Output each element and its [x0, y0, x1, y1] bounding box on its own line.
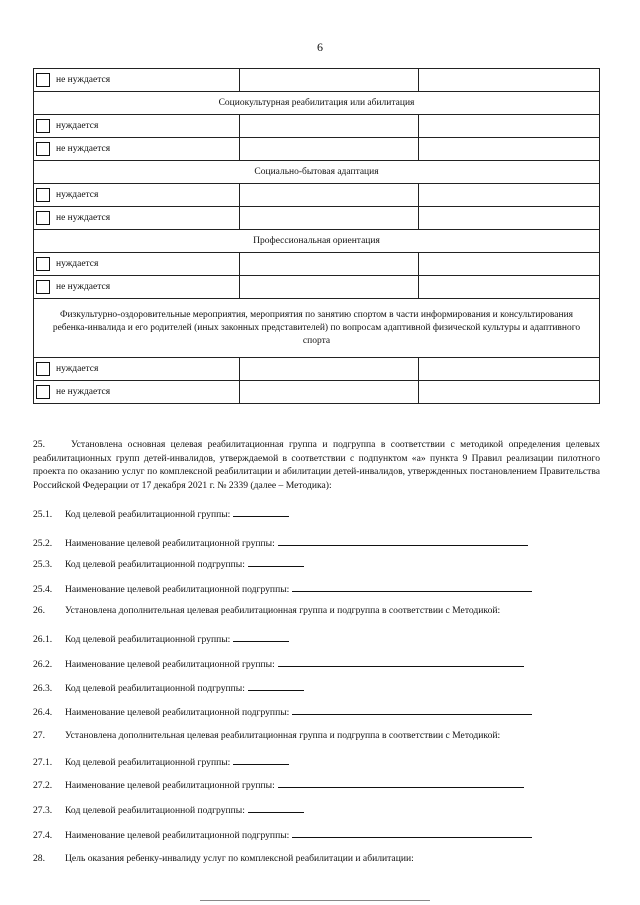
- empty-cell[interactable]: [419, 207, 600, 230]
- option-cell: [34, 276, 240, 299]
- table-row: [34, 138, 600, 161]
- item-number: 26.3.: [33, 683, 53, 694]
- fill-in-blank[interactable]: [248, 557, 304, 567]
- option-label: не нуждается: [56, 75, 111, 85]
- item-text: Код целевой реабилитационной группы:: [65, 757, 231, 768]
- section-heading: Профессиональная ориентация: [34, 230, 600, 253]
- item-text: Код целевой реабилитационной подгруппы:: [65, 683, 245, 694]
- fill-in-blank[interactable]: [233, 507, 289, 517]
- option-cell: [34, 138, 240, 161]
- option-cell: [34, 358, 240, 381]
- item-text: Цель оказания ребенку-инвалиду услуг по комплексной реабилитации и абилитации:: [65, 853, 414, 864]
- fill-in-blank[interactable]: [278, 657, 524, 667]
- option-label: не нуждается: [56, 213, 111, 223]
- checkbox[interactable]: [36, 257, 50, 271]
- empty-cell[interactable]: [240, 253, 419, 276]
- empty-cell[interactable]: [419, 253, 600, 276]
- option-cell: [34, 115, 240, 138]
- item-number: 28.: [33, 853, 45, 864]
- table-row: [34, 253, 600, 276]
- table-row: [34, 184, 600, 207]
- table-row: [34, 299, 600, 358]
- empty-cell[interactable]: [419, 69, 600, 92]
- table-row: [34, 92, 600, 115]
- form-line: [33, 755, 600, 768]
- table-row: [34, 69, 600, 92]
- form-line: [33, 705, 600, 718]
- footer-divider: [200, 900, 430, 901]
- checkbox[interactable]: [36, 73, 50, 87]
- empty-cell[interactable]: [419, 138, 600, 161]
- form-line: [33, 536, 600, 549]
- fill-in-blank[interactable]: [248, 681, 304, 691]
- empty-cell[interactable]: [419, 381, 600, 404]
- form-line: [33, 853, 600, 864]
- form-line: [33, 507, 600, 520]
- empty-cell[interactable]: [419, 358, 600, 381]
- item-number: 25.2.: [33, 538, 53, 549]
- form-line: [33, 828, 600, 841]
- item-text: Наименование целевой реабилитационной группы:: [65, 659, 275, 670]
- item-number: 27.4.: [33, 830, 53, 841]
- fill-in-blank[interactable]: [292, 582, 532, 592]
- fill-in-blank[interactable]: [278, 536, 528, 546]
- table-row: [34, 115, 600, 138]
- item-text: Наименование целевой реабилитационной группы:: [65, 780, 275, 791]
- item-number: 26.2.: [33, 659, 53, 670]
- empty-cell[interactable]: [240, 69, 419, 92]
- empty-cell[interactable]: [419, 184, 600, 207]
- empty-cell[interactable]: [240, 276, 419, 299]
- item-text: Код целевой реабилитационной группы:: [65, 634, 231, 645]
- table-row: [34, 276, 600, 299]
- option-cell: [34, 253, 240, 276]
- option-label: не нуждается: [56, 387, 111, 397]
- option-label: нуждается: [56, 121, 99, 131]
- item-text: Установлена дополнительная целевая реабилитационная группа и подгруппа в соответствии с Методикой:: [65, 730, 501, 741]
- table-row: [34, 381, 600, 404]
- item-text: Наименование целевой реабилитационной подгруппы:: [65, 584, 290, 595]
- checkbox[interactable]: [36, 280, 50, 294]
- option-label: нуждается: [56, 190, 99, 200]
- form-line: [33, 681, 600, 694]
- section-heading: Социально-бытовая адаптация: [34, 161, 600, 184]
- item-number: 25.3.: [33, 559, 53, 570]
- empty-cell[interactable]: [240, 138, 419, 161]
- fill-in-blank[interactable]: [278, 778, 524, 788]
- empty-cell[interactable]: [240, 184, 419, 207]
- fill-in-blank[interactable]: [292, 705, 532, 715]
- checkbox[interactable]: [36, 188, 50, 202]
- option-label: не нуждается: [56, 282, 111, 292]
- item-text: Наименование целевой реабилитационной подгруппы:: [65, 707, 290, 718]
- option-label: нуждается: [56, 364, 99, 374]
- empty-cell[interactable]: [240, 115, 419, 138]
- table-row: [34, 207, 600, 230]
- form-line: [33, 657, 600, 670]
- option-cell: [34, 381, 240, 404]
- item-number: 27.3.: [33, 805, 53, 816]
- section-heading: Социокультурная реабилитация или абилитация: [34, 92, 600, 115]
- fill-in-blank[interactable]: [233, 632, 289, 642]
- item-number: 26.: [33, 605, 45, 616]
- empty-cell[interactable]: [240, 207, 419, 230]
- paragraph-number: 25.: [33, 439, 45, 450]
- checkbox[interactable]: [36, 385, 50, 399]
- empty-cell[interactable]: [240, 381, 419, 404]
- rehabilitation-needs-table: [33, 68, 600, 404]
- empty-cell[interactable]: [240, 358, 419, 381]
- page-number: 6: [317, 40, 323, 54]
- item-text: Установлена дополнительная целевая реабилитационная группа и подгруппа в соответствии с Методикой:: [65, 605, 501, 616]
- paragraph-text: Установлена основная целевая реабилитационная группа и подгруппа в соответствии с методикой определения целевых реабилитационных групп детей-инвалидов, утверждаемой в соответствии с подпунктом «а» пункта 9 Правил реализации пилотного проекта по оказанию услуг по комплексной реабилитации и абилитации детей-инвалидов, утвержденных постановлением Правительства Российской Федерации от 17 декабря 2021 г. № 2339 (далее – Методика):: [33, 439, 600, 491]
- item-text: Код целевой реабилитационной группы:: [65, 509, 231, 520]
- paragraph-25: [33, 438, 600, 492]
- item-text: Код целевой реабилитационной подгруппы:: [65, 805, 245, 816]
- form-line: [33, 632, 600, 645]
- fill-in-blank[interactable]: [248, 803, 304, 813]
- fill-in-blank[interactable]: [233, 755, 289, 765]
- checkbox[interactable]: [36, 142, 50, 156]
- option-cell: [34, 207, 240, 230]
- form-line: [33, 557, 600, 570]
- empty-cell[interactable]: [419, 276, 600, 299]
- item-number: 26.4.: [33, 707, 53, 718]
- form-line: [33, 605, 600, 616]
- empty-cell[interactable]: [419, 115, 600, 138]
- section-heading: Физкультурно-оздоровительные мероприятия, мероприятия по занятию спортом в части информирования и консультирования ребенка-инвалида и его родителей (иных законных представителей) по вопросам адаптивной физической культуры и адаптивного спорта: [34, 299, 600, 358]
- checkbox[interactable]: [36, 211, 50, 225]
- fill-in-blank[interactable]: [292, 828, 532, 838]
- item-text: Код целевой реабилитационной подгруппы:: [65, 559, 245, 570]
- item-text: Наименование целевой реабилитационной подгруппы:: [65, 830, 290, 841]
- table-row: [34, 161, 600, 184]
- item-number: 25.1.: [33, 509, 53, 520]
- form-line: [33, 803, 600, 816]
- checkbox[interactable]: [36, 362, 50, 376]
- item-number: 27.1.: [33, 757, 53, 768]
- table-row: [34, 358, 600, 381]
- item-number: 27.2.: [33, 780, 53, 791]
- option-label: нуждается: [56, 259, 99, 269]
- form-line: [33, 778, 600, 791]
- option-label: не нуждается: [56, 144, 111, 154]
- option-cell: [34, 69, 240, 92]
- item-number: 27.: [33, 730, 45, 741]
- item-text: Наименование целевой реабилитационной группы:: [65, 538, 275, 549]
- form-line: [33, 582, 600, 595]
- checkbox[interactable]: [36, 119, 50, 133]
- item-number: 26.1.: [33, 634, 53, 645]
- table-row: [34, 230, 600, 253]
- option-cell: [34, 184, 240, 207]
- form-line: [33, 730, 600, 741]
- item-number: 25.4.: [33, 584, 53, 595]
